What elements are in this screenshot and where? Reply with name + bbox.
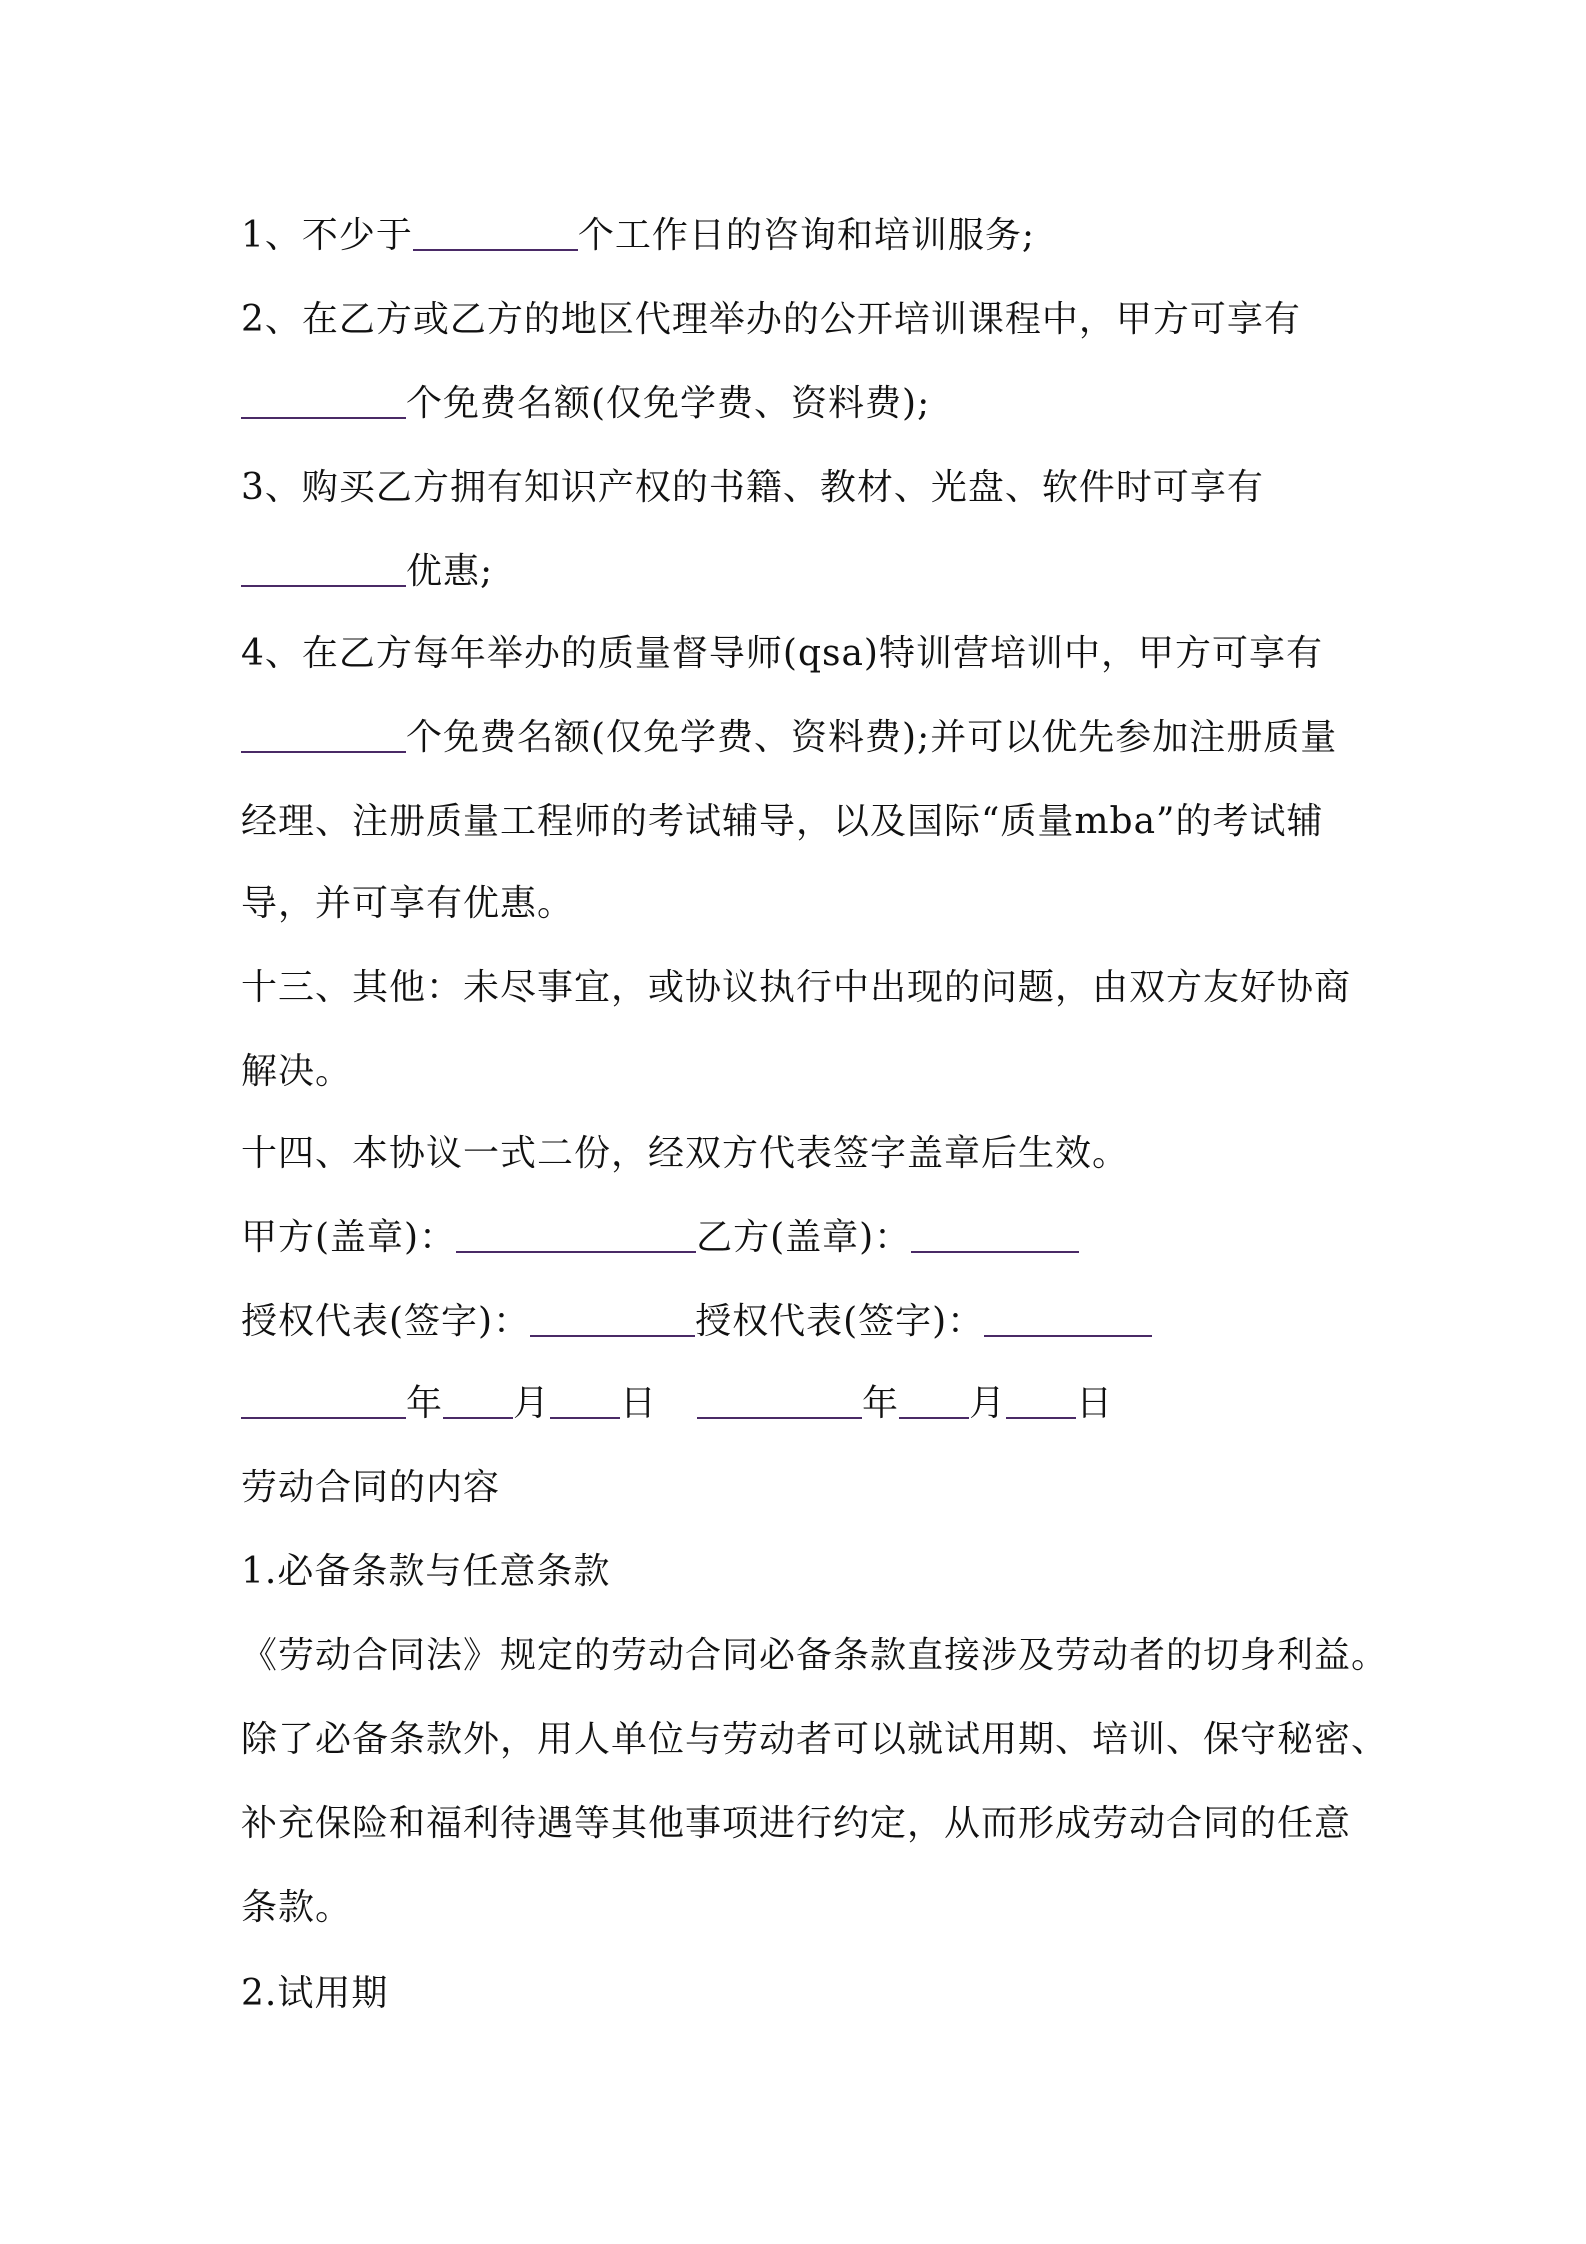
party-b-month-blank (899, 1381, 969, 1419)
party-b-day-label: 日 (1076, 1383, 1114, 1424)
subheading-1: 1.必备条款与任意条款 (241, 1551, 611, 1592)
article-13-line: 十三、其他：未尽事宜，或协议执行中出现的问题，由双方友好协商 (241, 967, 1352, 1008)
free-quota-blank (241, 381, 406, 419)
clause-4-cont2-line: 经理、注册质量工程师的考试辅导，以及国际“质量mba”的考试辅 (241, 801, 1324, 842)
party-a-day-label: 日 (620, 1383, 658, 1424)
article-13-cont-line: 解决。 (241, 1051, 353, 1092)
party-b-month-label: 月 (969, 1383, 1007, 1424)
clause-4-cont-text: 个免费名额(仅免学费、资料费);并可以优先参加注册质量 (406, 717, 1338, 758)
clause-2-cont-text: 个免费名额(仅免学费、资料费); (406, 383, 931, 424)
body-line-2: 除了必备条款外，用人单位与劳动者可以就试用期、培训、保守秘密、 (241, 1719, 1389, 1760)
clause-1-suffix: 个工作日的咨询和培训服务; (577, 215, 1036, 256)
qsa-quota-blank (241, 715, 406, 753)
clause-3-line: 3、购买乙方拥有知识产权的书籍、教材、光盘、软件时可享有 (241, 467, 1264, 508)
party-a-year-label: 年 (406, 1383, 444, 1424)
party-a-day-blank (550, 1381, 620, 1419)
section-heading: 劳动合同的内容 (241, 1467, 501, 1508)
party-b-year-label: 年 (862, 1383, 900, 1424)
date-line (241, 1380, 1361, 1428)
seal-line (241, 1214, 1361, 1262)
party-a-rep-blank (530, 1299, 695, 1337)
body-line-3: 补充保险和福利待遇等其他事项进行约定，从而形成劳动合同的任意 (241, 1803, 1352, 1844)
party-a-seal-blank (456, 1215, 696, 1253)
workdays-blank (413, 213, 578, 251)
clause-2-cont-line (241, 380, 1361, 428)
party-b-day-blank (1006, 1381, 1076, 1419)
clause-4-cont3-line: 导，并可享有优惠。 (241, 883, 575, 924)
party-a-seal-label: 甲方(盖章)： (241, 1217, 457, 1258)
party-b-rep-label: 授权代表(签字)： (695, 1301, 985, 1342)
party-b-seal-blank (911, 1215, 1079, 1253)
signature-line (241, 1298, 1361, 1346)
clause-1-line (241, 212, 1361, 260)
clause-4-cont-line (241, 714, 1361, 762)
clause-2-line: 2、在乙方或乙方的地区代理举办的公开培训课程中，甲方可享有 (241, 299, 1301, 340)
body-line-1: 《劳动合同法》规定的劳动合同必备条款直接涉及劳动者的切身利益。 (241, 1635, 1389, 1676)
party-b-rep-blank (984, 1299, 1152, 1337)
article-14-line: 十四、本协议一式二份，经双方代表签字盖章后生效。 (241, 1133, 1130, 1174)
clause-3-cont-line (241, 548, 1361, 596)
party-b-seal-label: 乙方(盖章)： (696, 1217, 912, 1258)
clause-3-cont-text: 优惠; (406, 551, 494, 592)
clause-1-prefix: 1、不少于 (241, 215, 413, 256)
party-a-month-blank (443, 1381, 513, 1419)
subheading-2: 2.试用期 (241, 1973, 389, 2014)
clause-4-line: 4、在乙方每年举办的质量督导师(qsa)特训营培训中，甲方可享有 (241, 633, 1323, 674)
party-a-rep-label: 授权代表(签字)： (241, 1301, 531, 1342)
party-b-year-blank (697, 1381, 862, 1419)
party-a-month-label: 月 (513, 1383, 551, 1424)
party-a-year-blank (241, 1381, 406, 1419)
discount-blank (241, 549, 406, 587)
body-line-4: 条款。 (241, 1887, 353, 1928)
